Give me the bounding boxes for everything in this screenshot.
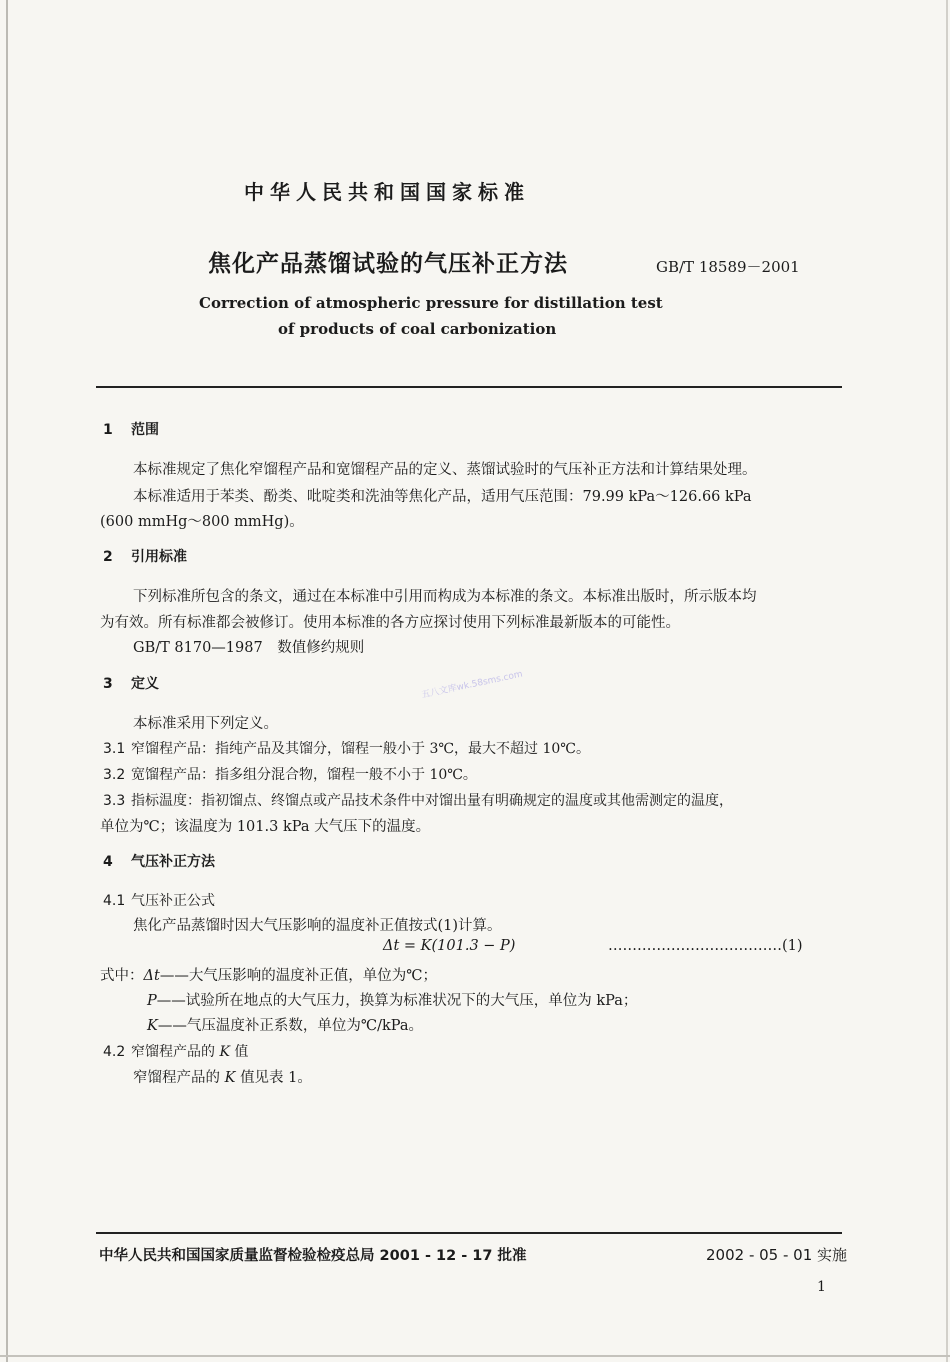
clause-title: 窄馏程产品的 [131,1044,215,1060]
variable-k: K [219,1044,230,1060]
s1-paragraph-2-line1: 本标准适用于苯类、酚类、吡啶类和洗油等焦化产品，适用气压范围：79.99 kPa～126.66 kPa [133,489,752,505]
clause-3-3-continued: 单位为℃；该温度为 101.3 kPa 大气压下的温度。 [100,819,431,835]
where-label: 式中： [100,968,144,984]
section-number: 1 [103,422,113,438]
section-title: 定义 [131,676,159,692]
clause-title: 气压补正公式 [131,893,215,909]
s2-reference: GB/T 8170—1987 数值修约规则 [133,640,365,656]
page-number: 1 [817,1279,826,1295]
standard-code: GB/T 18589－2001 [656,258,800,276]
clause-4-1 [103,890,215,910]
variable-description: ——气压温度补正系数，单位为℃/kPa。 [157,1018,423,1034]
clause-text: 窄馏程产品的 [133,1070,220,1086]
effective-date: 2002 - 05 - 01 实施 [706,1246,848,1264]
variable-description: ——大气压影响的温度补正值，单位为℃； [159,968,438,984]
section-title: 范围 [131,422,159,438]
clause-number: 3.2 [103,767,126,783]
section-title: 气压补正方法 [131,854,215,870]
clause-text-end: 值见表 1。 [240,1070,312,1086]
scan-edge-bottom [0,1355,950,1357]
section-2-heading [103,546,187,566]
section-3-heading [103,673,159,693]
clause-text: 窄馏程产品：指纯产品及其馏分，馏程一般小于 3℃，最大不超过 10℃。 [131,741,590,757]
scan-edge-right [946,0,948,1362]
clause-number: 3.3 [103,793,126,809]
footer-rule [96,1232,842,1234]
clause-3-3 [103,790,733,810]
variable-k: K [224,1070,236,1086]
clause-4-1-text: 焦化产品蒸馏时因大气压影响的温度补正值按式(1)计算。 [133,918,502,934]
clause-4-2-text [133,1066,312,1087]
variable-k: K [147,1018,158,1034]
where-line-2 [147,989,637,1010]
s2-paragraph-line1: 下列标准所包含的条文，通过在本标准中引用而构成为本标准的条文。本标准出版时，所示版本均 [133,589,757,605]
formula-1: Δt = K(101.3 − P) [383,938,516,954]
variable-delta-t: Δt [143,968,160,984]
scan-edge-left [6,0,8,1362]
clause-4-2 [103,1041,248,1061]
document-title-cn: 焦化产品蒸馏试验的气压补正方法 [208,251,568,277]
formula-number: ………………………………(1) [608,938,803,954]
clause-text: 指标温度：指初馏点、终馏点或产品技术条件中对馏出量有明确规定的温度或其他需测定的温度， [131,793,733,809]
section-title: 引用标准 [131,549,187,565]
clause-3-2 [103,764,477,784]
section-number: 3 [103,676,113,692]
where-line-3 [147,1014,423,1035]
section-number: 2 [103,549,113,565]
document-title-en-line1: Correction of atmospheric pressure for distillation test [199,294,663,312]
s2-paragraph-line2: 为有效。所有标准都会被修订。使用本标准的各方应探讨使用下列标准最新版本的可能性。 [100,615,680,631]
clause-title-end: 值 [234,1044,249,1060]
variable-p: P [147,993,157,1009]
approval-line: 中华人民共和国国家质量监督检验检疫总局 2001 - 12 - 17 批准 [99,1248,527,1264]
clause-number: 4.2 [103,1044,126,1060]
header-rule [96,386,842,388]
section-4-heading [103,851,215,871]
clause-number: 4.1 [103,893,126,909]
document-title-en-line2: of products of coal carbonization [278,320,557,338]
where-line-1 [100,964,437,985]
standard-type: 中华人民共和国国家标准 [244,180,530,204]
clause-text: 宽馏程产品：指多组分混合物，馏程一般不小于 10℃。 [131,767,477,783]
s3-intro: 本标准采用下列定义。 [133,716,278,732]
section-1-heading [103,419,159,439]
s1-paragraph-1: 本标准规定了焦化窄馏程产品和宽馏程产品的定义、蒸馏试验时的气压补正方法和计算结果处理。 [133,462,757,478]
s1-paragraph-2-line2: (600 mmHg～800 mmHg)。 [100,514,304,530]
watermark: 五八文库wk.58sms.com [420,669,524,701]
variable-description: ——试验所在地点的大气压力，换算为标准状况下的大气压，单位为 kPa； [156,993,638,1009]
clause-number: 3.1 [103,741,126,757]
clause-3-1 [103,738,590,758]
section-number: 4 [103,854,113,870]
